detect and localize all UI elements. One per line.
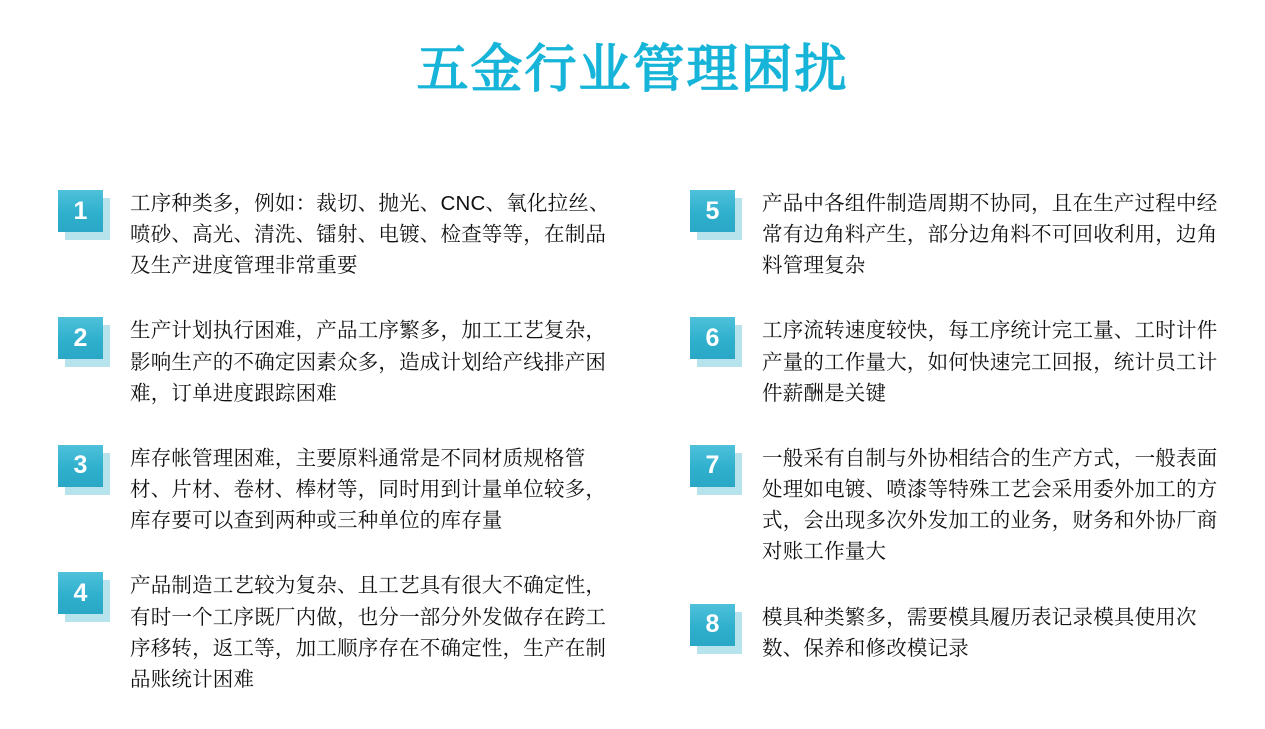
item-text: 工序流转速度较快，每工序统计完工量、工时计件产量的工作量大，如何快速完工回报，统计员工计件薪酬是关键	[762, 319, 1218, 405]
item-number-badge	[58, 317, 110, 365]
badge-number: 7	[690, 445, 735, 487]
list-item	[690, 315, 1234, 408]
item-text: 产品制造工艺较为复杂、且工艺具有很大不确定性，有时一个工序既厂内做，也分一部分外发做存在跨工序移转，返工等，加工顺序存在不确定性，生产在制品账统计困难	[130, 574, 607, 691]
list-item	[58, 570, 614, 695]
item-text: 生产计划执行困难，产品工序繁多，加工工艺复杂，影响生产的不确定因素众多，造成计划给产线排产困难，订单进度跟踪困难	[130, 319, 607, 405]
badge-number: 2	[58, 317, 103, 359]
content-columns	[0, 188, 1265, 729]
list-item	[690, 443, 1234, 568]
badge-number: 3	[58, 445, 103, 487]
item-number-badge	[58, 572, 110, 620]
item-number-badge	[690, 317, 742, 365]
item-text: 一般采有自制与外协相结合的生产方式，一般表面处理如电镀、喷漆等特殊工艺会采用委外加工的方式，会出现多次外发加工的业务，财务和外协厂商对账工作量大	[762, 446, 1218, 564]
badge-number: 1	[58, 190, 103, 232]
list-item	[690, 188, 1234, 281]
page-title: 五金行业管理困扰	[416, 41, 849, 99]
item-text: 模具种类繁多，需要模具履历表记录模具使用次数、保养和修改模记录	[762, 605, 1197, 660]
right-column	[632, 188, 1264, 729]
badge-number: 6	[690, 317, 735, 359]
item-text: 产品中各组件制造周期不协同，且在生产过程中经常有边角料产生，部分边角料不可回收利用，边角料管理复杂	[762, 192, 1218, 278]
item-number-badge	[690, 445, 742, 493]
badge-number: 5	[690, 190, 735, 232]
left-column	[0, 188, 632, 729]
item-text: 库存帐管理困难，主要原料通常是不同材质规格管材、片材、卷材、棒材等，同时用到计量单位较多，库存要可以查到两种或三种单位的库存量	[130, 446, 607, 533]
item-number-badge	[58, 445, 110, 493]
list-item	[58, 315, 614, 408]
list-item	[58, 443, 614, 536]
badge-number: 4	[58, 572, 103, 614]
item-number-badge	[690, 190, 742, 238]
badge-number: 8	[690, 604, 735, 646]
list-item	[58, 188, 614, 281]
item-number-badge	[690, 604, 742, 652]
list-item	[690, 602, 1234, 664]
item-text: 工序种类多，例如：裁切、抛光、CNC、氧化拉丝、喷砂、高光、清洗、镭射、电镀、检查等等，在制品及生产进度管理非常重要	[130, 192, 610, 278]
item-number-badge	[58, 190, 110, 238]
